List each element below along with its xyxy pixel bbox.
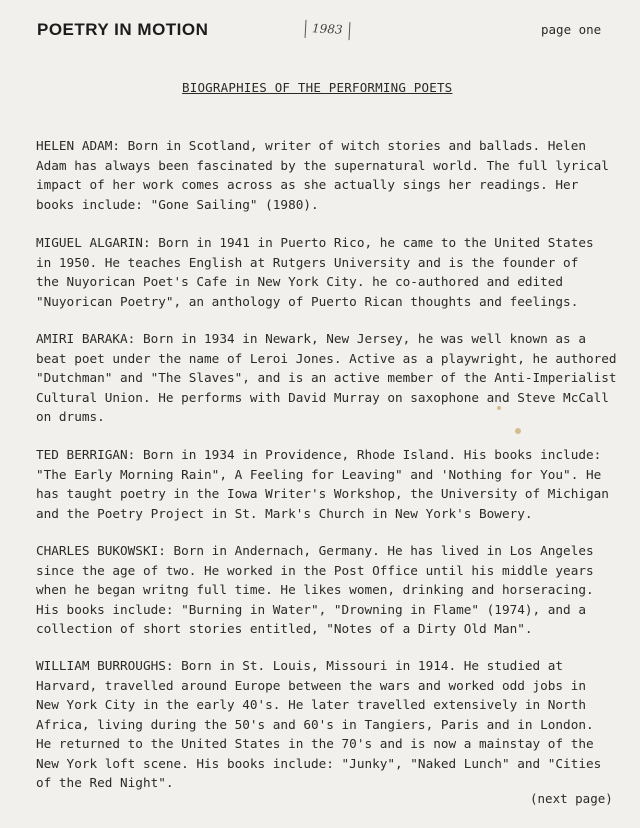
- bio-line: Africa, living during the 50's and 60's in Tangiers, Paris and in London.: [36, 716, 594, 732]
- bio-line: when he began writng full time. He likes women, drinking and horseracing.: [36, 582, 594, 597]
- bio-line: since the age of two. He worked in the Post Office until his middle years: [36, 562, 594, 578]
- bio-charles-bukowski: [36, 541, 636, 639]
- bio-line: on drums.: [36, 409, 105, 424]
- page-number-label: page one: [541, 22, 602, 37]
- bio-line: "Dutchman" and "The Slaves", and is an active member of the Anti-Imperialist: [36, 370, 617, 385]
- paper-stain: [497, 406, 501, 410]
- bio-miguel-algarin: [36, 233, 636, 311]
- section-heading: BIOGRAPHIES OF THE PERFORMING POETS: [182, 80, 453, 95]
- bio-amiri-baraka: [36, 329, 636, 427]
- bio-line: and the Poetry Project in St. Mark's Church in New York's Bowery.: [36, 505, 533, 521]
- bio-line: His books include: "Burning in Water", "Drowning in Flame" (1974), and a: [36, 601, 586, 617]
- bio-william-burroughs: [36, 656, 636, 793]
- bio-line: TED BERRIGAN: Born in 1934 in Providence, Rhode Island. His books include:: [36, 447, 602, 462]
- bio-line: in 1950. He teaches English at Rutgers University and is the founder of: [36, 254, 579, 270]
- document-title: POETRY IN MOTION: [37, 20, 209, 39]
- bio-line: beat poet under the name of Leroi Jones. Active as a playwright, he authored: [36, 350, 617, 366]
- bio-line: books include: "Gone Sailing" (1980).: [36, 196, 319, 212]
- bio-line: Cultural Union. He performs with David Murray on saxophone and Steve McCall: [36, 389, 609, 405]
- bio-line: "The Early Morning Rain", A Feeling for Leaving" and 'Nothing for You". He: [36, 466, 602, 482]
- bio-line: of the Red Night".: [36, 775, 174, 790]
- bio-line: Harvard, travelled around Europe between the wars and worked odd jobs in: [36, 677, 586, 693]
- bio-line: the Nuyorican Poet's Cafe in New York City. he co-authored and edited: [36, 274, 564, 289]
- handwritten-year-note: 1983: [305, 20, 350, 40]
- bio-helen-adam: [36, 136, 636, 214]
- bio-line: "Nuyorican Poetry", an anthology of Puerto Rican thoughts and feelings.: [36, 293, 579, 309]
- bio-line: collection of short stories entitled, "Notes of a Dirty Old Man".: [36, 621, 533, 636]
- next-page-note: (next page): [530, 791, 613, 806]
- bio-ted-berrigan: [36, 445, 636, 523]
- bio-line: MIGUEL ALGARIN: Born in 1941 in Puerto Rico, he came to the United States: [36, 235, 594, 250]
- paper-stain: [515, 428, 521, 434]
- bio-line: New York loft scene. His books include: "Junky", "Naked Lunch" and "Cities: [36, 755, 602, 771]
- bio-line: New York City in the early 40's. He later travelled extensively in North: [36, 697, 586, 712]
- bio-line: AMIRI BARAKA: Born in 1934 in Newark, New Jersey, he was well known as a: [36, 331, 586, 346]
- bio-line: Adam has always been fascinated by the supernatural world. The full lyrical: [36, 157, 609, 173]
- bio-line: He returned to the United States in the 70's and is now a mainstay of the: [36, 736, 594, 751]
- bio-line: HELEN ADAM: Born in Scotland, writer of witch stories and ballads. Helen: [36, 138, 586, 153]
- bio-line: WILLIAM BURROUGHS: Born in St. Louis, Missouri in 1914. He studied at: [36, 658, 564, 673]
- bio-line: CHARLES BUKOWSKI: Born in Andernach, Germany. He has lived in Los Angeles: [36, 543, 594, 558]
- bio-line: has taught poetry in the Iowa Writer's Workshop, the University of Michigan: [36, 486, 609, 501]
- bio-line: impact of her work comes across as she actually sings her readings. Her: [36, 177, 579, 192]
